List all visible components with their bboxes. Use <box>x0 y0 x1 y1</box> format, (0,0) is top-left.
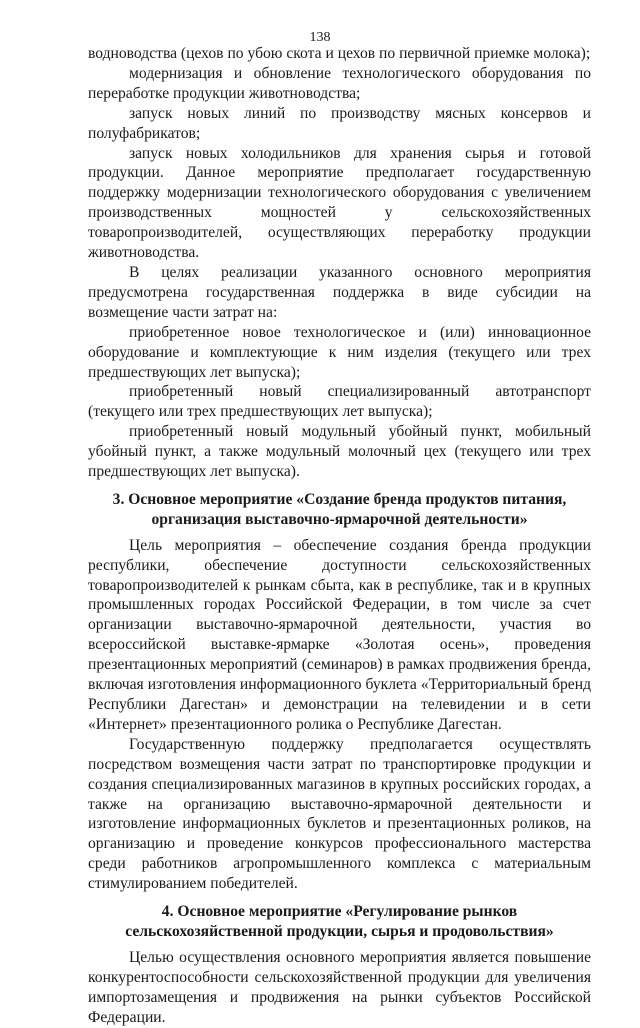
list-item: приобретенный новый модульный убойный пункт, мобильный убойный пункт, а также модульный молочный цех (текущего или трех предшествующих лет выпуска). <box>88 423 591 481</box>
list-item: модернизация и обновление технологического оборудования по переработке продукции животноводства; <box>88 64 591 102</box>
page-body <box>88 44 591 1028</box>
page-number: 138 <box>309 30 331 45</box>
list-item: запуск новых холодильников для хранения сырья и готовой продукции. Данное мероприятие предполагает государственную поддержку модернизации технологического оборудования с увеличением производственных мощностей у сельскохозяйственных товаропроизводителей, осуществляющих переработку продукции животноводства. <box>88 144 591 262</box>
body-paragraph: водноводства (цехов по убою скота и цехов по первичной приемке молока); <box>88 45 591 62</box>
section-3-paragraph: Цель мероприятия – обеспечение создания бренда продукции республики, обеспечение доступности сельскохозяйственных товаропроизводителей к рынкам сбыта, как в республике, так и в крупных промышленных городах Российской Федерации, в том числе за счет организации выставочно-ярмарочной деятельности, участия во всероссийской выставке-ярмарке «Золотая осень», проведения презентационных мероприятий (семинаров) в рамках продвижения бренда, включая изготовления информационного буклета «Территориальный бренд Республики Дагестан» и демонстрации на телевидении и в сети «Интернет» презентационного ролика о Республике Дагестан. <box>88 536 591 733</box>
section-4-heading-line: сельскохозяйственной продукции, сырья и продовольствия» <box>125 922 554 940</box>
section-4-heading <box>88 902 591 942</box>
list-item: приобретенный новый специализированный автотранспорт (текущего или трех предшествующих лет выпуска); <box>88 383 591 421</box>
body-paragraph: В целях реализации указанного основного мероприятия предусмотрена государственная поддержка в виде субсидии на возмещение части затрат на: <box>88 263 591 321</box>
list-item: приобретенное новое технологическое и (или) инновационное оборудование и комплектующие к ним изделия (текущего или трех предшествующих лет выпуска); <box>88 323 591 381</box>
section-3-heading-line: 3. Основное мероприятие «Создание бренда продуктов питания, <box>112 490 567 508</box>
section-3-paragraph: Государственную поддержку предполагается осуществлять посредством возмещения части затрат по транспортировке продукции и создания специализированных магазинов в крупных российских городах, а также на организацию выставочно-ярмарочной деятельности и изготовление информационных буклетов и презентационных роликов, на организацию и проведение конкурсов профессионального мастерства среди работников агропромышленного комплекса с материальным стимулированием победителей. <box>88 735 591 893</box>
section-4-heading-line: 4. Основное мероприятие «Регулирование рынков <box>161 903 518 921</box>
section-4-paragraph: Целью осуществления основного мероприятия является повышение конкурентоспособности сельскохозяйственной продукции для увеличения импортозамещения и продвижения на рынки субъектов Российской Федерации. <box>88 948 591 1026</box>
section-3-heading <box>88 490 591 530</box>
list-item: запуск новых линий по производству мясных консервов и полуфабрикатов; <box>88 104 591 142</box>
section-3-heading-line: организация выставочно-ярмарочной деятельности» <box>151 510 528 528</box>
